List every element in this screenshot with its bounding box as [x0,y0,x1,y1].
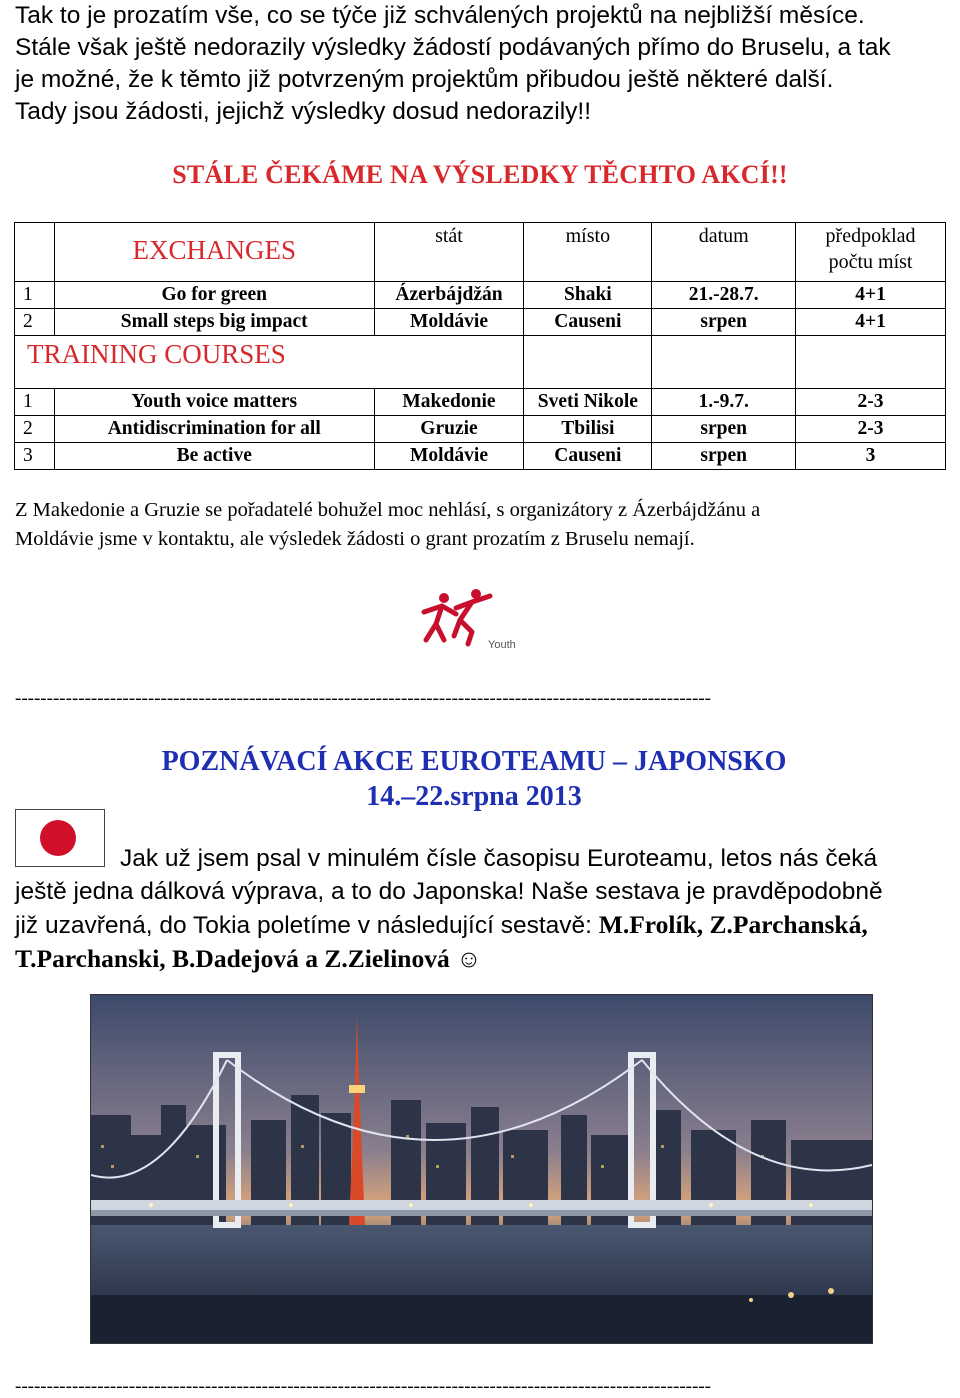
row-number: 2 [15,309,55,336]
project-date: srpen [652,416,796,443]
row-number: 2 [15,416,55,443]
project-place: Causeni [524,309,652,336]
project-date: 1.-9.7. [652,389,796,416]
empty-cell [796,336,946,389]
table-header-row [15,223,946,282]
project-place: Sveti Nikole [524,389,652,416]
project-state: Ázerbájdžán [374,282,524,309]
awaiting-results-heading: STÁLE ČEKÁME NA VÝSLEDKY TĚCHTO AKCÍ!! [172,160,788,189]
header-empty-cell [15,223,55,282]
project-name: Youth voice matters [54,389,374,416]
separator-line: -------------------------------------------------------------------------------------------------------------- [15,688,711,709]
intro-paragraph [15,0,945,128]
exchanges-section-title: EXCHANGES [54,223,374,282]
smiley-icon: ☺ [456,946,482,973]
japan-text-line: T.Parchanski, B.Dadejová a Z.Zielinová ☺ [15,944,482,973]
project-name: Go for green [54,282,374,309]
intro-line: Stále však ještě nedorazily výsledky žádostí podávaných přímo do Bruselu, a tak [15,34,891,61]
project-name: Antidiscrimination for all [54,416,374,443]
table-row [15,282,946,309]
project-place: Shaki [524,282,652,309]
table-row [15,416,946,443]
row-number: 3 [15,443,55,470]
intro-line: Tady jsou žádosti, jejichž výsledky dosud nedorazily!! [15,98,592,125]
row-number: 1 [15,282,55,309]
project-capacity: 3 [796,443,946,470]
tokyo-rainbow-bridge-photo [90,994,873,1344]
table-row [15,389,946,416]
project-state: Moldávie [374,443,524,470]
japan-text-line: Jak už jsem psal v minulém čísle časopisu Euroteamu, letos nás čeká [120,845,878,872]
project-date: srpen [652,309,796,336]
training-section-row [15,336,946,389]
japan-trip-text [15,842,950,976]
project-place: Tbilisi [524,416,652,443]
empty-cell [524,336,652,389]
column-header-capacity: předpoklad počtu míst [796,223,946,282]
japan-text-line: ještě jedna dálková výprava, a to do Japonska! Naše sestava je pravděpodobně [15,878,883,905]
intro-line: Tak to je prozatím vše, co se týče již schválených projektů na nejbližší měsíce. [15,2,865,29]
column-header-state: stát [374,223,524,282]
project-date: 21.-28.7. [652,282,796,309]
project-name: Small steps big impact [54,309,374,336]
logo-text: Youth [488,639,516,651]
youth-programme-logo [414,582,544,662]
training-section-title: TRAINING COURSES [15,336,524,389]
table-row [15,309,946,336]
project-capacity: 4+1 [796,309,946,336]
project-date: srpen [652,443,796,470]
japan-trip-date: 14.–22.srpna 2013 [366,781,582,812]
japan-trip-title: POZNÁVACÍ AKCE EUROTEAMU – JAPONSKO [161,746,787,777]
empty-cell [652,336,796,389]
separator-line: -------------------------------------------------------------------------------------------------------------- [15,1376,711,1397]
note-line: Z Makedonie a Gruzie se pořadatelé bohužel moc nehlásí, s organizátory z Ázerbájdžánu a [15,499,761,521]
column-header-place: místo [524,223,652,282]
project-capacity: 4+1 [796,282,946,309]
intro-line: je možné, že k těmto již potvrzeným projektům přibudou ještě některé další. [15,66,834,93]
project-name: Be active [54,443,374,470]
project-state: Moldávie [374,309,524,336]
table-row [15,443,946,470]
project-capacity: 2-3 [796,389,946,416]
projects-table [14,222,946,470]
row-number: 1 [15,389,55,416]
project-place: Causeni [524,443,652,470]
japan-text-line: již uzavřená, do Tokia poletíme v následující sestavě: M.Frolík, Z.Parchanská, [15,910,868,939]
project-capacity: 2-3 [796,416,946,443]
project-state: Gruzie [374,416,524,443]
project-state: Makedonie [374,389,524,416]
status-note [15,496,957,554]
note-line: Moldávie jsme v kontaktu, ale výsledek žádosti o grant prozatím z Bruselu nemají. [15,528,695,550]
column-header-date: datum [652,223,796,282]
